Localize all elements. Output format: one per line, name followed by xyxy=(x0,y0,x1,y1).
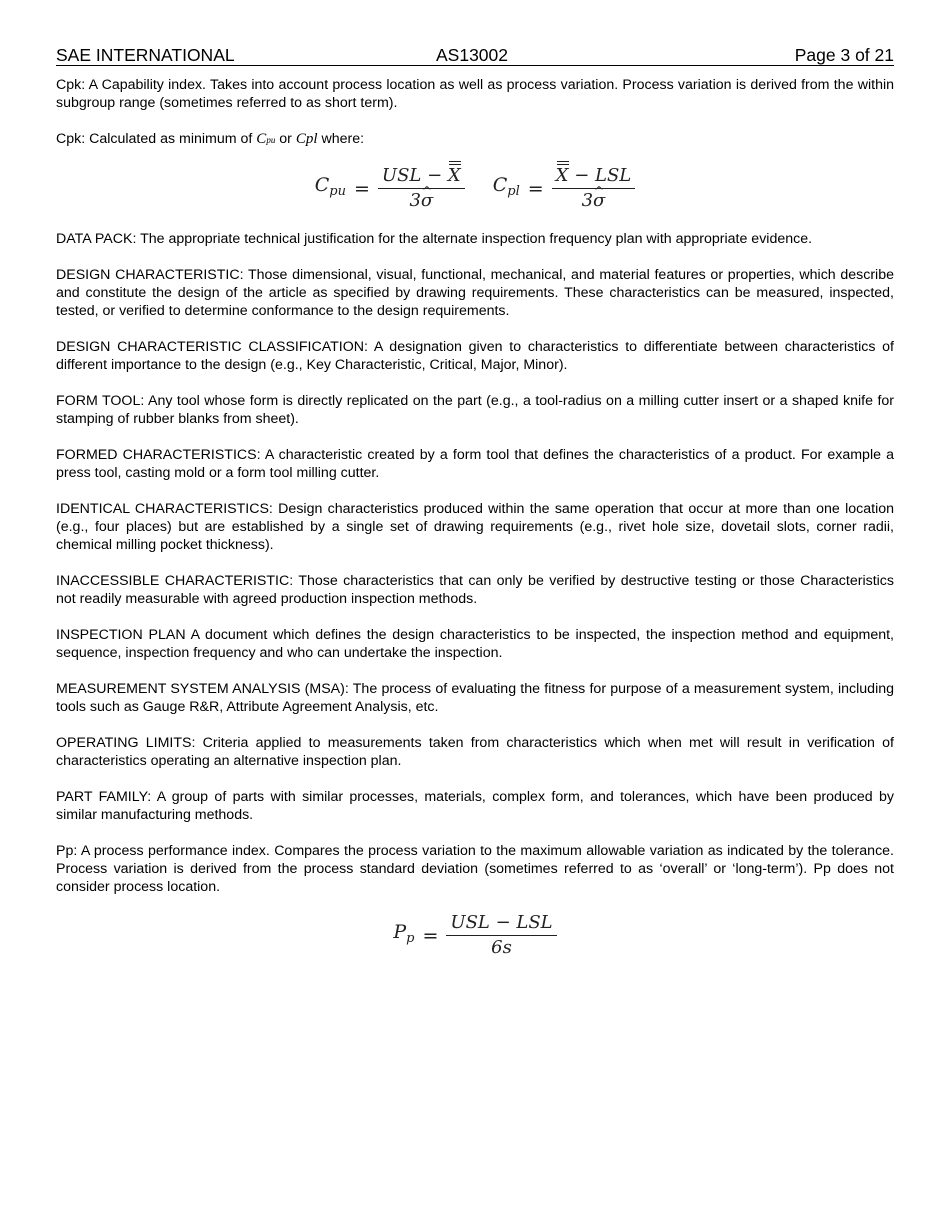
part-family-definition: PART FAMILY: A group of parts with similar processes, materials, complex form, and tolerances, which have been produced by similar manufacturing methods. xyxy=(56,789,894,823)
pp-equation: $P_p$ = $\frac{\text{USL − LSL}}{6s}$ xyxy=(56,914,894,957)
formed-characteristics-definition: FORMED CHARACTERISTICS: A characteristic created by a form tool that defines the characteristics of a product. For example a press tool, casting mold or a form tool milling cutter. xyxy=(56,447,894,481)
header-page-number: Page 3 of 21 xyxy=(794,45,894,65)
cpk-calc-suffix: where: xyxy=(321,131,365,147)
x-double-bar: X xyxy=(447,165,461,186)
msa-definition: MEASUREMENT SYSTEM ANALYSIS (MSA): The process of evaluating the fitness for purpose of a measurement system, including tools such as Gauge R&R, Attribute Agreement Analysis, etc. xyxy=(56,681,894,715)
definitions-body xyxy=(56,76,894,977)
cpk-calculation xyxy=(56,130,894,149)
design-characteristic-classification-definition: DESIGN CHARACTERISTIC CLASSIFICATION: A designation given to characteristics to differentiate between characteristics of different importance to the design (e.g., Key Characteristic, Critical, Major, Minor). xyxy=(56,339,894,373)
inaccessible-characteristic-definition: INACCESSIBLE CHARACTERISTIC: Those characteristics that can only be verified by destructive testing or those Characteristics not readily measurable with agreed production inspection methods. xyxy=(56,573,894,607)
cpk-calc-or: or xyxy=(279,131,292,147)
cpk-equations xyxy=(56,167,894,210)
cpk-definition: Cpk: A Capability index. Takes into account process location as well as process variation. Process variation is derived from the within subgroup range (sometimes referred to as short term). xyxy=(56,77,894,111)
identical-characteristics-definition: IDENTICAL CHARACTERISTICS: Design characteristics produced within the same operation that occur at more than one location (e.g., four places) but are established by a single set of drawing requirements (e.g., rivet hole size, dovetail slots, corner radii, chemical milling pocket thickness). xyxy=(56,501,894,553)
data-pack-definition: DATA PACK: The appropriate technical justification for the alternate inspection frequency plan with appropriate evidence. xyxy=(56,231,813,247)
sigma-hat: ^ σ xyxy=(593,192,605,210)
cpl-equation: $C_{pl}$ = $\frac{\text{X − LSL}}{3\^{} \sigma}$ xyxy=(493,167,636,210)
operating-limits-definition: OPERATING LIMITS: Criteria applied to measurements taken from characteristics which when met will result in verification of characteristics operating an alternative inspection plan. xyxy=(56,735,894,769)
cpu-inline-symbol: Cpu xyxy=(256,131,276,147)
form-tool-definition: FORM TOOL: Any tool whose form is directly replicated on the part (e.g., a tool-radius on a milling cutter insert or a shaped knife for stamping of rubber blanks from sheet). xyxy=(56,393,894,427)
pp-denominator: 6s xyxy=(491,937,512,958)
sigma-hat: ^ σ xyxy=(421,192,433,210)
pp-numerator: USL − LSL xyxy=(446,914,556,936)
inspection-plan-definition: INSPECTION PLAN A document which defines the design characteristics to be inspected, the inspection method and equipment, sequence, inspection frequency and who can undertake the inspection. xyxy=(56,627,894,661)
pp-definition: Pp: A process performance index. Compares the process variation to the maximum allowable variation as indicated by the tolerance. Process variation is derived from the process standard deviation (sometimes referred to as ‘overall’ or ‘long-term’). Pp does not consider process location. xyxy=(56,843,894,895)
x-double-bar: X xyxy=(555,165,569,186)
header-organization: SAE INTERNATIONAL xyxy=(56,45,235,65)
design-characteristic-definition: DESIGN CHARACTERISTIC: Those dimensional, visual, functional, mechanical, and material features or properties, which describe and constitute the design of the article as specified by drawing requirements. These characteristics can be measured, inspected, tested, or verified to determine conformance to the design requirements. xyxy=(56,267,894,319)
header-document-number: AS13002 xyxy=(436,45,509,65)
cpu-equation: $C_{pu}$ = $\frac{\text{USL − X}}{3\^{} \sigma}$ xyxy=(315,167,465,210)
page-header xyxy=(56,45,894,66)
cpl-inline-symbol: Cpl xyxy=(295,131,318,147)
cpk-calc-prefix: Cpk: Calculated as minimum of xyxy=(56,131,253,147)
